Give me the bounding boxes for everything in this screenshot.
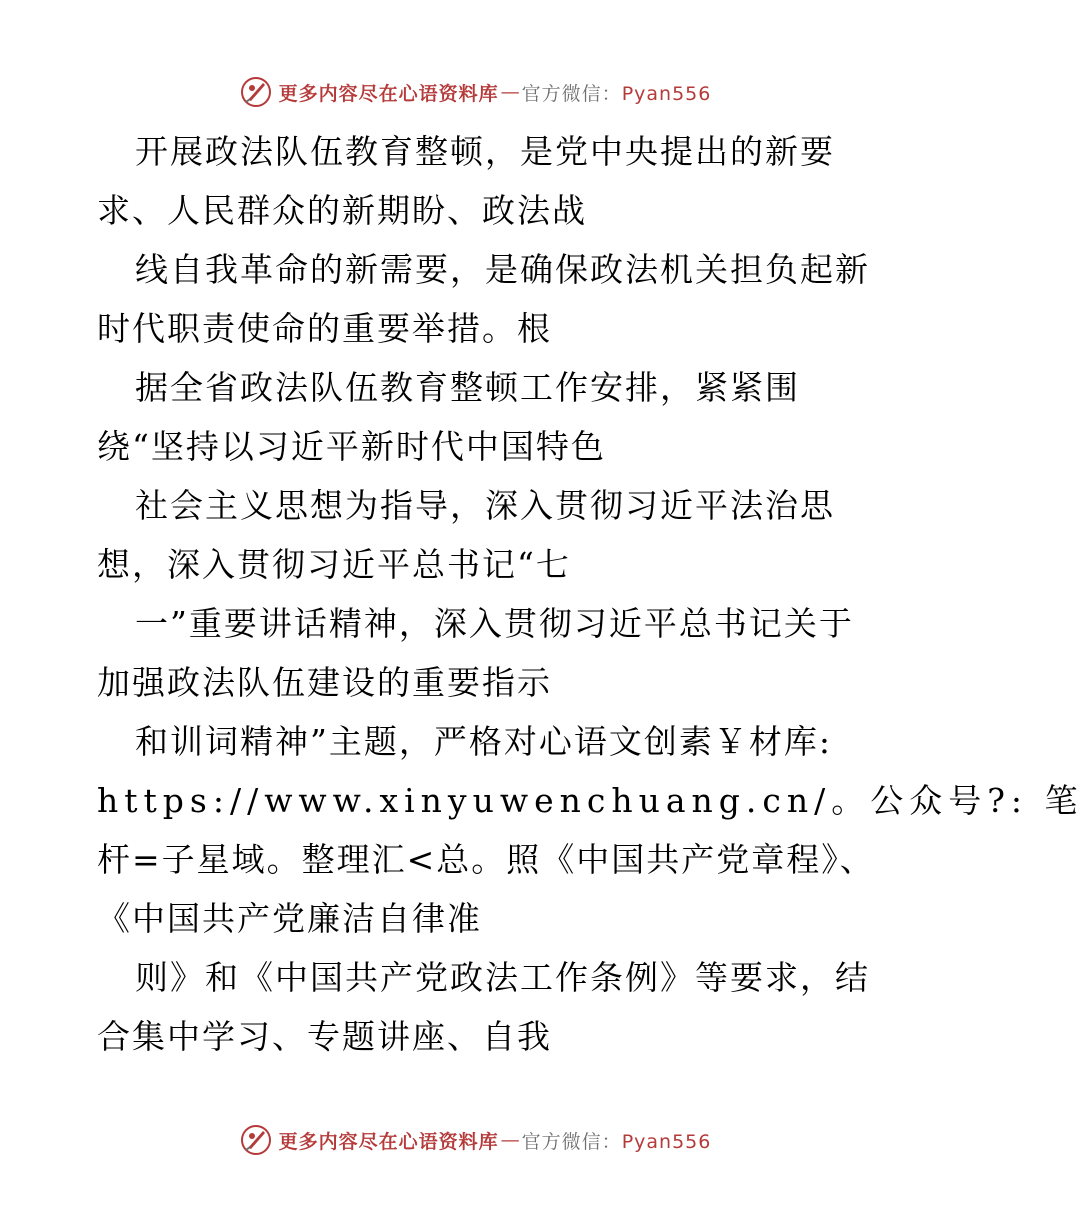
text-line: 开展政法队伍教育整顿，是党中央提出的新要	[135, 132, 835, 171]
text-line: 线自我革命的新需要，是确保政法机关担负起新	[135, 250, 870, 289]
text-line: 杆=子星域。整理汇<总。照《中国共产党章程》、	[97, 840, 875, 879]
header-brand-text: 更多内容尽在心语资料库	[278, 82, 499, 105]
footer-banner	[0, 1120, 950, 1160]
quill-logo-icon	[239, 1123, 273, 1157]
text-line: 据全省政法队伍教育整顿工作安排，紧紧围	[135, 368, 800, 407]
text-line: 加强政法队伍建设的重要指示	[97, 663, 552, 702]
text-line: 合集中学习、专题讲座、自我	[97, 1017, 552, 1056]
text-line: 想，深入贯彻习近平总书记“七	[97, 545, 571, 584]
text-line: 和训词精神”主题，严格对心语文创素￥材库:	[135, 722, 832, 761]
text-line: 绕“坚持以习近平新时代中国特色	[97, 427, 606, 466]
text-line: 社会主义思想为指导，深入贯彻习近平法治思	[135, 486, 835, 525]
footer-wechat-id: Pyan556	[621, 1130, 712, 1153]
text-line: https://www.xinyuwenchuang.cn/。公众号?: 笔	[97, 781, 1084, 820]
header-banner	[0, 72, 950, 112]
footer-brand-text: 更多内容尽在心语资料库	[278, 1130, 499, 1153]
header-wechat-id: Pyan556	[621, 82, 712, 105]
header-wechat	[522, 79, 712, 106]
text-line: 则》和《中国共产党政法工作条例》等要求，结	[135, 958, 870, 997]
footer-separator: —	[500, 1129, 520, 1151]
document-body	[97, 122, 1084, 1066]
text-line: 《中国共产党廉洁自律准	[97, 899, 482, 938]
footer-wechat	[522, 1127, 712, 1154]
text-line: 求、人民群众的新期盼、政法战	[97, 191, 587, 230]
footer-wechat-label: 官方微信：	[521, 1130, 622, 1153]
text-line: 时代职责使命的重要举措。根	[97, 309, 552, 348]
header-separator: —	[500, 81, 520, 103]
quill-logo-icon	[239, 75, 273, 109]
text-line: 一”重要讲话精神，深入贯彻习近平总书记关于	[135, 604, 854, 643]
header-wechat-label: 官方微信：	[521, 82, 622, 105]
